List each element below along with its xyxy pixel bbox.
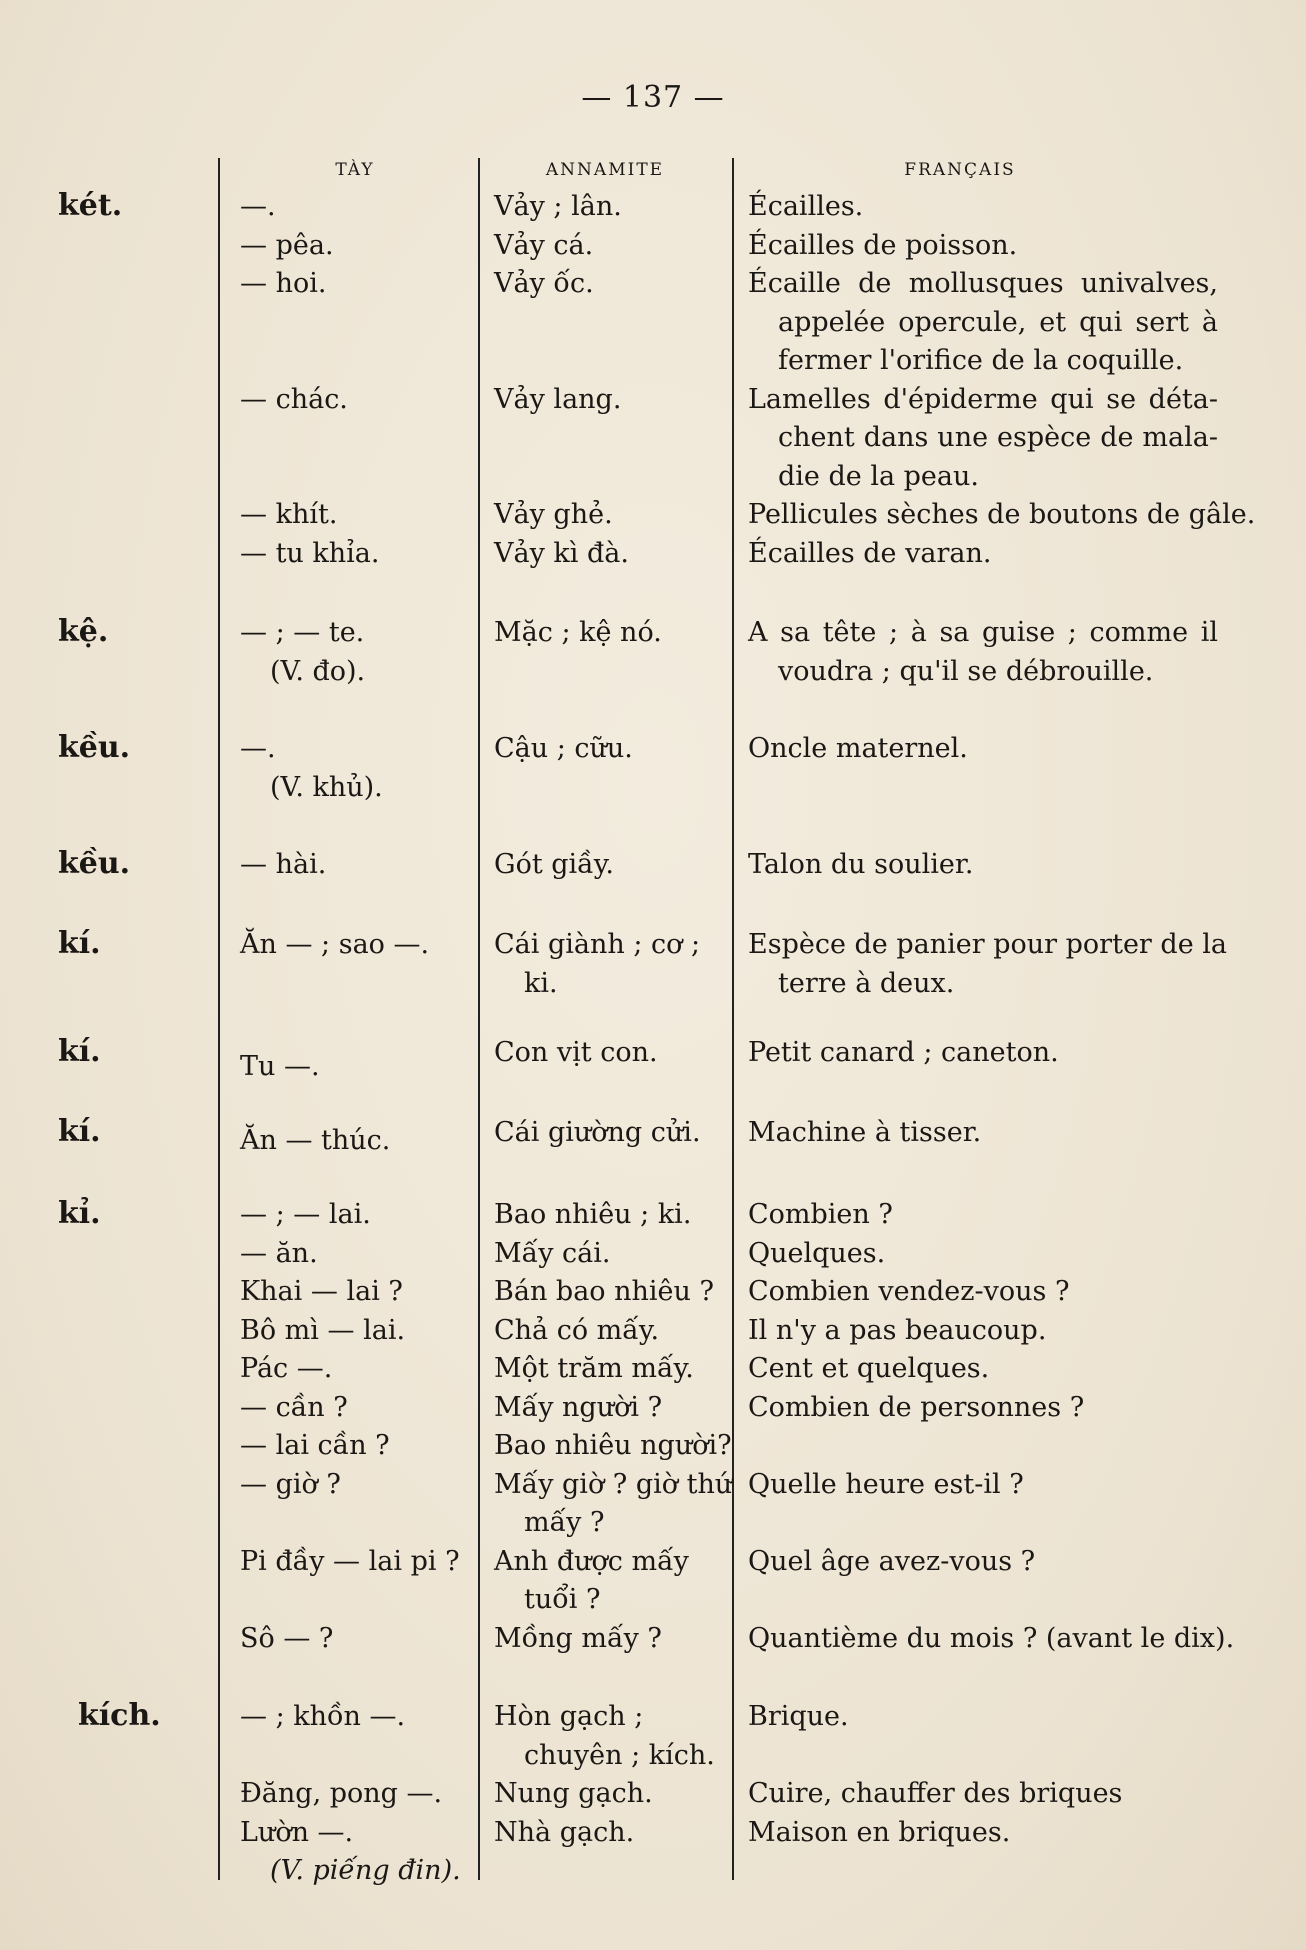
tay-line: — pêa. <box>240 229 334 261</box>
tay-line: Tu —. <box>240 1051 320 1082</box>
francais-column <box>748 730 1218 769</box>
francais-line: Quelle heure est-il ? <box>748 1468 1024 1500</box>
tay-column <box>240 188 480 573</box>
francais-line: die de la peau. <box>778 460 979 492</box>
annamite-line: Vảy cá. <box>494 229 594 261</box>
header-francais: FRANÇAIS <box>904 160 1016 180</box>
annamite-column <box>494 1114 734 1153</box>
francais-line <box>748 1504 1218 1543</box>
tay-line: (V. khủ). <box>270 771 383 803</box>
annamite-line: chuyên ; kích. <box>524 1739 715 1771</box>
francais-column <box>748 614 1218 691</box>
annamite-line: Mấy giờ ? giờ thứ <box>494 1468 733 1500</box>
tay-line: — chác. <box>240 383 348 415</box>
francais-line: Il n'y a pas beaucoup. <box>748 1314 1047 1346</box>
tay-line: — ; khồn —. <box>240 1701 406 1732</box>
francais-line: Petit canard ; caneton. <box>748 1037 1059 1068</box>
tay-line <box>240 1581 480 1620</box>
annamite-line: Bao nhiêu người? <box>494 1430 732 1461</box>
tay-line: Đăng, pong —. <box>240 1778 443 1809</box>
francais-line: Maison en briques. <box>748 1816 1011 1848</box>
francais-line: Brique. <box>748 1701 849 1732</box>
annamite-column <box>494 614 734 653</box>
entry-headword: kí. <box>58 1114 101 1149</box>
francais-column <box>748 926 1227 1003</box>
tay-column <box>240 1048 480 1087</box>
tay-line <box>240 458 480 497</box>
francais-line <box>748 1737 1218 1776</box>
tay-line: Ăn — thúc. <box>240 1125 391 1156</box>
francais-line: Lamelles d'épiderme qui se déta- <box>748 383 1218 415</box>
annamite-column <box>494 1034 734 1073</box>
francais-line: Combien vendez-vous ? <box>748 1276 1070 1307</box>
entry-headword: kệ. <box>58 614 109 649</box>
tay-line: — ăn. <box>240 1237 318 1269</box>
francais-line: Cuire, chauffer des briques <box>748 1778 1123 1809</box>
tay-line: — khít. <box>240 499 338 530</box>
francais-line: chent dans une espèce de mala- <box>778 422 1218 453</box>
tay-line <box>240 1504 480 1543</box>
tay-line: — ; — lai. <box>240 1199 371 1230</box>
annamite-line: Mặc ; kệ nó. <box>494 617 662 648</box>
francais-line: Écailles. <box>748 191 864 222</box>
annamite-line: Cái giường cửi. <box>494 1117 701 1148</box>
francais-column <box>748 846 1218 885</box>
annamite-line: Vảy ốc. <box>494 268 594 299</box>
annamite-line: Chả có mấy. <box>494 1314 660 1346</box>
francais-line: Machine à tisser. <box>748 1117 982 1148</box>
francais-line: terre à deux. <box>778 967 955 999</box>
annamite-line: Vảy lang. <box>494 383 622 415</box>
entry-headword: kí. <box>58 1034 101 1069</box>
entry-headword: két. <box>58 188 123 223</box>
annamite-column <box>494 1196 734 1658</box>
francais-line: voudra ; qu'il se débrouille. <box>778 655 1154 687</box>
francais-line: Écailles de poisson. <box>748 229 1018 261</box>
annamite-line: Nung gạch. <box>494 1778 653 1809</box>
annamite-line <box>494 458 734 497</box>
annamite-line: mấy ? <box>524 1507 605 1538</box>
francais-column <box>748 1698 1218 1852</box>
tay-line: — lai cần ? <box>240 1430 390 1461</box>
annamite-line: ki. <box>524 967 558 999</box>
tay-line: Ăn — ; sao —. <box>240 929 430 960</box>
annamite-line: Cái giành ; cơ ; <box>494 929 701 960</box>
francais-line <box>748 1427 1218 1466</box>
francais-line: Cent et quelques. <box>748 1353 990 1384</box>
tay-line: — giờ ? <box>240 1468 341 1500</box>
tay-line: — tu khỉa. <box>240 537 380 569</box>
tay-line: Pi đầy — lai pi ? <box>240 1545 460 1577</box>
annamite-column <box>494 1698 734 1852</box>
francais-column <box>748 1196 1235 1658</box>
tay-line <box>240 1737 480 1776</box>
francais-column <box>748 188 1256 573</box>
tay-line: — hoi. <box>240 268 327 299</box>
annamite-line: Mồng mấy ? <box>494 1622 662 1654</box>
francais-line: Quelques. <box>748 1237 886 1269</box>
tay-column <box>240 1698 480 1891</box>
tay-line: Pác —. <box>240 1353 333 1384</box>
francais-line: Talon du soulier. <box>748 849 974 880</box>
tay-line: (V. piếng đin). <box>270 1855 461 1886</box>
header-tay: TÀY <box>335 160 375 180</box>
francais-line <box>748 1581 1218 1620</box>
tay-line: — hài. <box>240 849 327 880</box>
annamite-line: Bán bao nhiêu ? <box>494 1276 714 1307</box>
annamite-line <box>494 419 734 458</box>
francais-line: Combien ? <box>748 1199 893 1230</box>
annamite-column <box>494 926 734 1003</box>
francais-line: Quel âge avez-vous ? <box>748 1545 1036 1577</box>
annamite-line: Vảy ghẻ. <box>494 499 613 530</box>
tay-line: —. <box>240 733 276 764</box>
tay-line <box>240 304 480 343</box>
francais-line: Oncle maternel. <box>748 733 968 764</box>
tay-line: (V. đo). <box>270 655 366 687</box>
annamite-line <box>494 304 734 343</box>
francais-column <box>748 1114 1218 1153</box>
annamite-line: Hòn gạch ; <box>494 1701 644 1732</box>
annamite-line: Nhà gạch. <box>494 1816 635 1848</box>
annamite-line: Bao nhiêu ; ki. <box>494 1199 692 1230</box>
francais-line: A sa tête ; à sa guise ; comme il <box>748 617 1218 648</box>
entry-headword: kều. <box>58 730 131 765</box>
francais-line: appelée opercule, et qui sert à <box>778 306 1218 338</box>
tay-column <box>240 730 480 807</box>
tay-line: Khai — lai ? <box>240 1276 403 1307</box>
tay-line: Sô — ? <box>240 1622 334 1654</box>
annamite-line: Mấy người ? <box>494 1391 663 1423</box>
tay-line: Lườn —. <box>240 1816 354 1848</box>
header-annamite: ANNAMITE <box>545 160 665 180</box>
francais-line: fermer l'orifice de la coquille. <box>778 345 1184 376</box>
annamite-line: Cậu ; cữu. <box>494 733 633 764</box>
tay-column <box>240 1122 480 1161</box>
francais-line: Combien de personnes ? <box>748 1391 1085 1423</box>
annamite-line: Vảy ; lân. <box>494 191 622 222</box>
entry-headword: kều. <box>58 846 131 881</box>
francais-column <box>748 1034 1218 1073</box>
annamite-line: Mấy cái. <box>494 1237 611 1269</box>
francais-line: Espèce de panier pour porter de la <box>748 929 1227 960</box>
tay-line: — cần ? <box>240 1391 348 1423</box>
annamite-line <box>494 342 734 381</box>
annamite-line: tuổi ? <box>524 1584 601 1615</box>
tay-column <box>240 926 480 965</box>
annamite-column <box>494 730 734 769</box>
annamite-column <box>494 846 734 885</box>
annamite-line: Anh được mấy <box>494 1545 689 1577</box>
page-number: — 137 — <box>581 80 725 115</box>
annamite-column <box>494 188 734 573</box>
francais-line: Écailles de varan. <box>748 537 992 569</box>
tay-line <box>240 419 480 458</box>
column-rule-left <box>218 158 220 1880</box>
annamite-line: Vảy kì đà. <box>494 537 629 569</box>
entry-headword: kí. <box>58 926 101 961</box>
annamite-line: Một trăm mấy. <box>494 1353 694 1384</box>
annamite-line: Con vịt con. <box>494 1037 658 1068</box>
francais-line: Quantième du mois ? (avant le dix). <box>748 1622 1235 1654</box>
entry-headword: kích. <box>78 1698 161 1733</box>
annamite-line: Gót giầy. <box>494 849 614 880</box>
entry-headword: kỉ. <box>58 1196 101 1231</box>
tay-line <box>240 342 480 381</box>
tay-column <box>240 614 480 691</box>
francais-line: Pellicules sèches de boutons de gâle. <box>748 499 1256 530</box>
tay-line: Bô mì — lai. <box>240 1314 406 1346</box>
francais-line: Écaille de mollusques univalves, <box>748 268 1218 299</box>
tay-line: — ; — te. <box>240 617 365 648</box>
tay-line: —. <box>240 191 276 222</box>
tay-column <box>240 846 480 885</box>
tay-column <box>240 1196 480 1658</box>
